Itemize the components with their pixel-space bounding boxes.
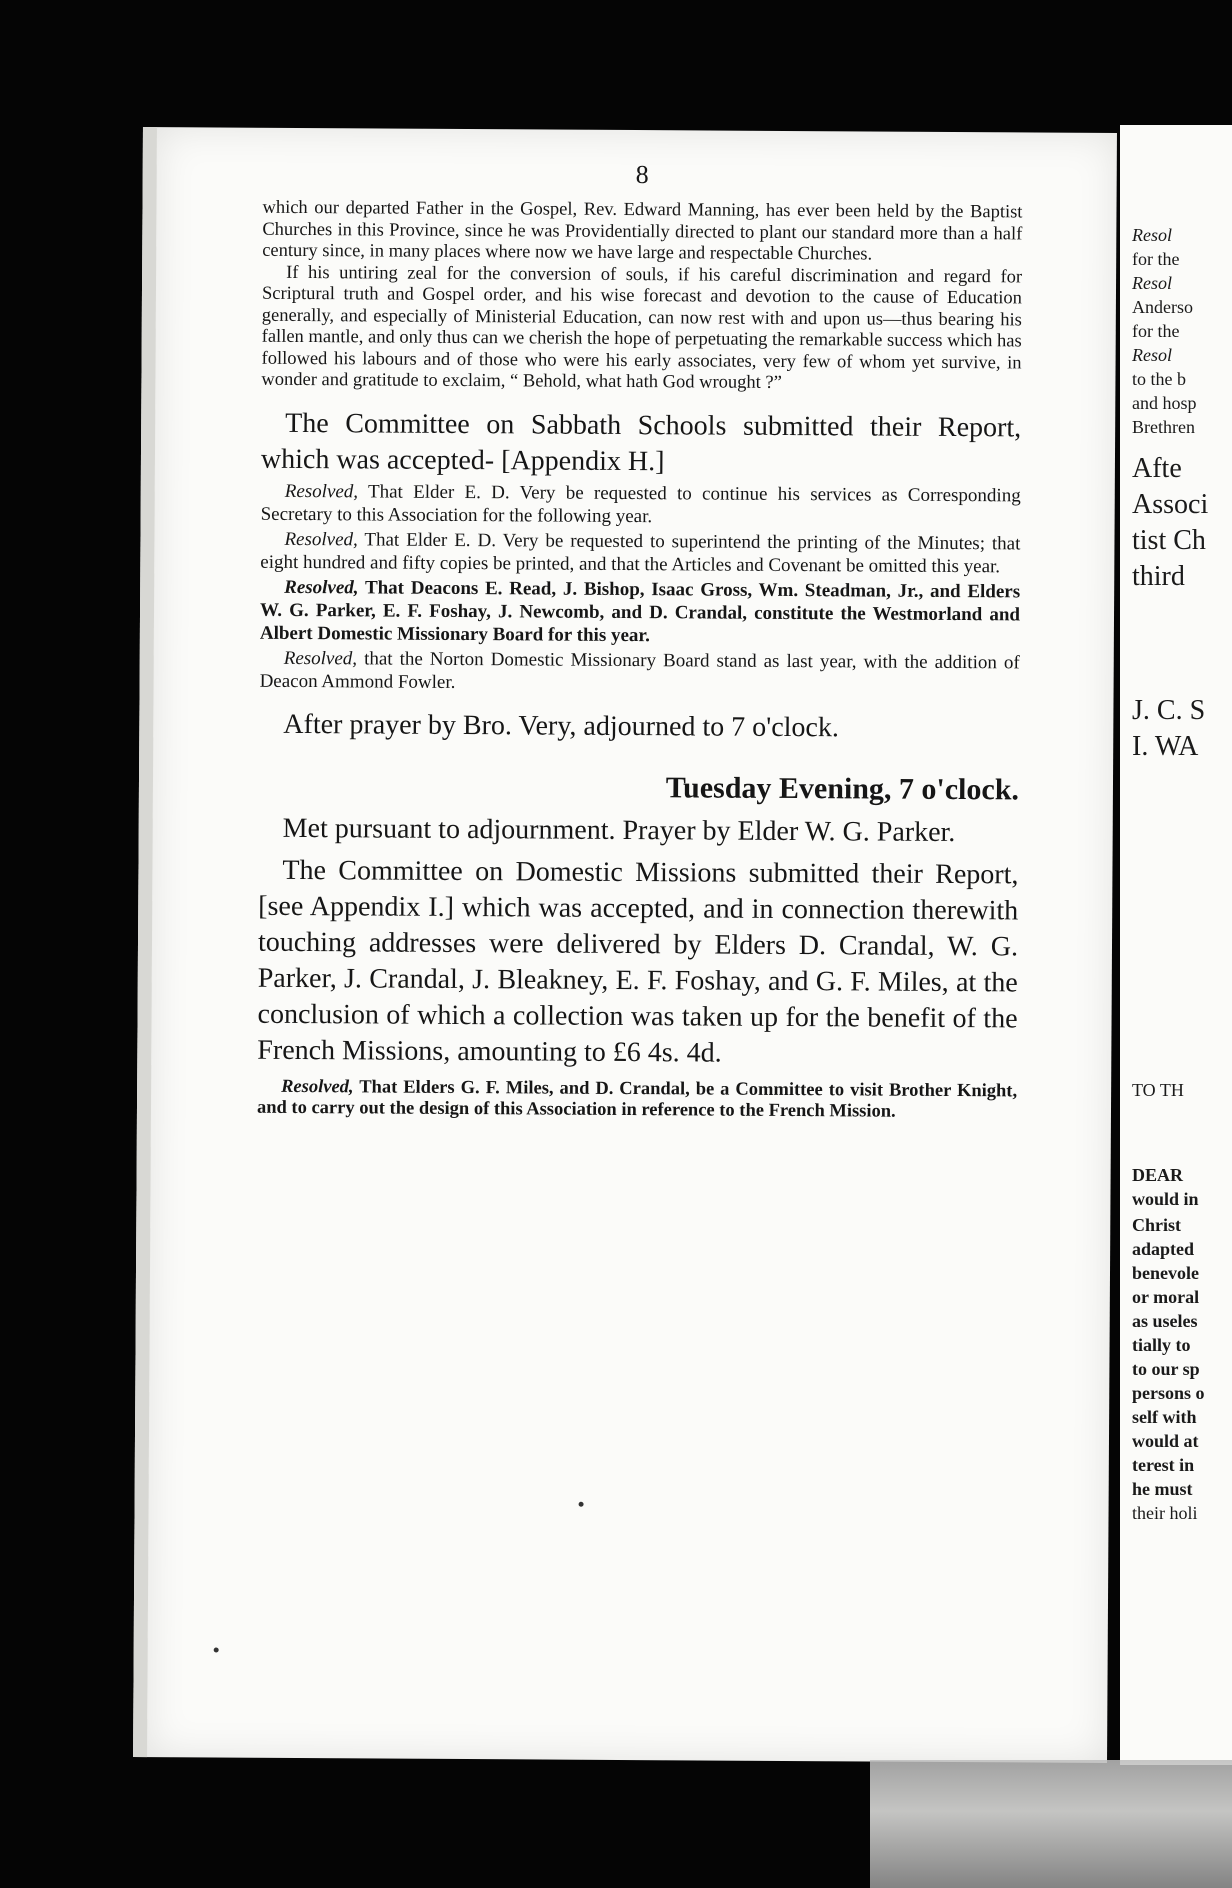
right-line: Brethren <box>1132 417 1195 437</box>
right-line: I. WA <box>1132 731 1199 762</box>
right-line: for the <box>1132 249 1180 269</box>
right-line: Afte <box>1132 453 1182 484</box>
resolved-label: Resolved, <box>281 1076 354 1097</box>
resolution-printing <box>260 527 1020 578</box>
paragraph-adjourned: After prayer by Bro. Very, adjourned to 7 o'clock. <box>283 708 839 743</box>
resolution-corresponding-secretary <box>261 479 1021 530</box>
paragraph-met-pursuant: Met pursuant to adjournment. Prayer by Elder W. G. Parker. <box>282 812 956 848</box>
right-line: to the b <box>1132 369 1186 389</box>
paragraph-zeal: If his untiring zeal for the conversion of souls, if his careful discrimination and regard for Scriptural truth and Gospel order, and his wise forecast and devotion to the cause of Education generally, and especially of Ministerial Education, can now rest with and upon us—thus bearing his fallen mantle, and only thus can we cherish the hope of perpetuating the remarkable success which has followed his labours and of those who were his early associates, very few of whom yet survive, in wonder and gratitude to exclaim, “ Behold, what hath God wrought ?” <box>261 262 1023 393</box>
ink-speck <box>579 1502 584 1507</box>
resolution-text: That Elders G. F. Miles, and D. Crandal, be a Committee to visit Brother Knight, and to carry out the design of this Association in reference to the French Mission. <box>256 1076 1018 1122</box>
resolved-label: Resolved, <box>284 576 359 598</box>
right-line: Christ <box>1132 1215 1181 1235</box>
right-line: would in <box>1132 1189 1199 1209</box>
page-text-column <box>257 158 1023 1124</box>
right-line: TO TH <box>1132 1080 1184 1100</box>
resolved-label: Resolved, <box>284 480 359 502</box>
torn-paper-edge <box>870 1760 1232 1888</box>
right-line: benevole <box>1132 1263 1199 1283</box>
right-line: their holi <box>1132 1503 1198 1523</box>
resolution-norton-board <box>260 646 1020 697</box>
resolution-text: That Deacons E. Read, J. Bishop, Isaac Gross, Wm. Steadman, Jr., and Elders W. G. Parker, E. F. Foshay, J. Newcomb, and D. Crandal, constitute the Westmorland and Albert Domestic Missionary Board for this year. <box>259 576 1021 646</box>
right-line: DEAR <box>1132 1165 1184 1185</box>
right-line: Resol <box>1132 225 1172 245</box>
resolution-text: That Elder E. D. Very be requested to superintend the printing of the Minutes; that eight hundred and fifty copies be printed, and that the Articles and Covenant be omitted this year. <box>260 528 1021 577</box>
right-line: adapted <box>1132 1239 1195 1259</box>
right-line: to our sp <box>1132 1359 1200 1379</box>
right-line: J. C. S <box>1132 695 1206 726</box>
paragraph-manning: which our departed Father in the Gospel, Rev. Edward Manning, has ever been held by the Baptist Churches in this Province, since he was Providentially directed to plant our standard more than a half century since, in many places where now we have large and respectable Churches. <box>262 197 1023 265</box>
resolution-missionary-board <box>260 575 1020 649</box>
resolution-french-mission <box>257 1076 1017 1124</box>
left-page <box>133 127 1117 1763</box>
ink-speck <box>214 1648 219 1653</box>
paragraph-domestic-missions: The Committee on Domestic Missions submitted their Report, [see Appendix I.] which was accepted, and in connection therewith touching addresses were delivered by Elders D. Crandal, W. G. Parker, J. Crandal, J. Bleakney, E. F. Foshay, and G. F. Miles, at the conclusion of which a collection was taken up for the benefit of the French Missions, amounting to £6 4s. 4d. <box>257 854 1019 1069</box>
right-line: or moral <box>1132 1287 1200 1307</box>
resolution-text: That Elder E. D. Very be requested to continue his services as Corresponding Secretary to this Association for the following year. <box>260 480 1021 527</box>
right-page-fragment <box>1120 125 1232 1765</box>
right-line: he must <box>1132 1479 1193 1499</box>
right-line: Resol <box>1132 345 1172 365</box>
page-number: 8 <box>635 160 650 190</box>
paragraph-sabbath-schools: The Committee on Sabbath Schools submitted their Report, which was accepted- [Appendix H.] <box>260 407 1022 477</box>
right-line: tially to <box>1132 1335 1191 1355</box>
right-line: third <box>1132 561 1185 592</box>
right-line: persons o <box>1132 1383 1205 1403</box>
right-line: would at <box>1132 1431 1199 1451</box>
right-line: and hosp <box>1132 393 1197 413</box>
resolved-label: Resolved, <box>283 647 358 669</box>
right-line: for the <box>1132 321 1180 341</box>
right-line: Associ <box>1132 489 1209 520</box>
right-line: tist Ch <box>1132 525 1206 556</box>
right-line: self with <box>1132 1407 1197 1427</box>
right-line: Resol <box>1132 273 1172 293</box>
resolved-label: Resolved, <box>284 528 358 550</box>
right-line: terest in <box>1132 1455 1195 1475</box>
resolution-text: that the Norton Domestic Missionary Board stand as last year, with the addition of Deacon Ammond Fowler. <box>259 647 1020 693</box>
section-heading-tuesday-evening: Tuesday Evening, 7 o'clock. <box>665 770 1020 806</box>
right-line: as useles <box>1132 1311 1198 1331</box>
right-line: Anderso <box>1132 297 1193 317</box>
